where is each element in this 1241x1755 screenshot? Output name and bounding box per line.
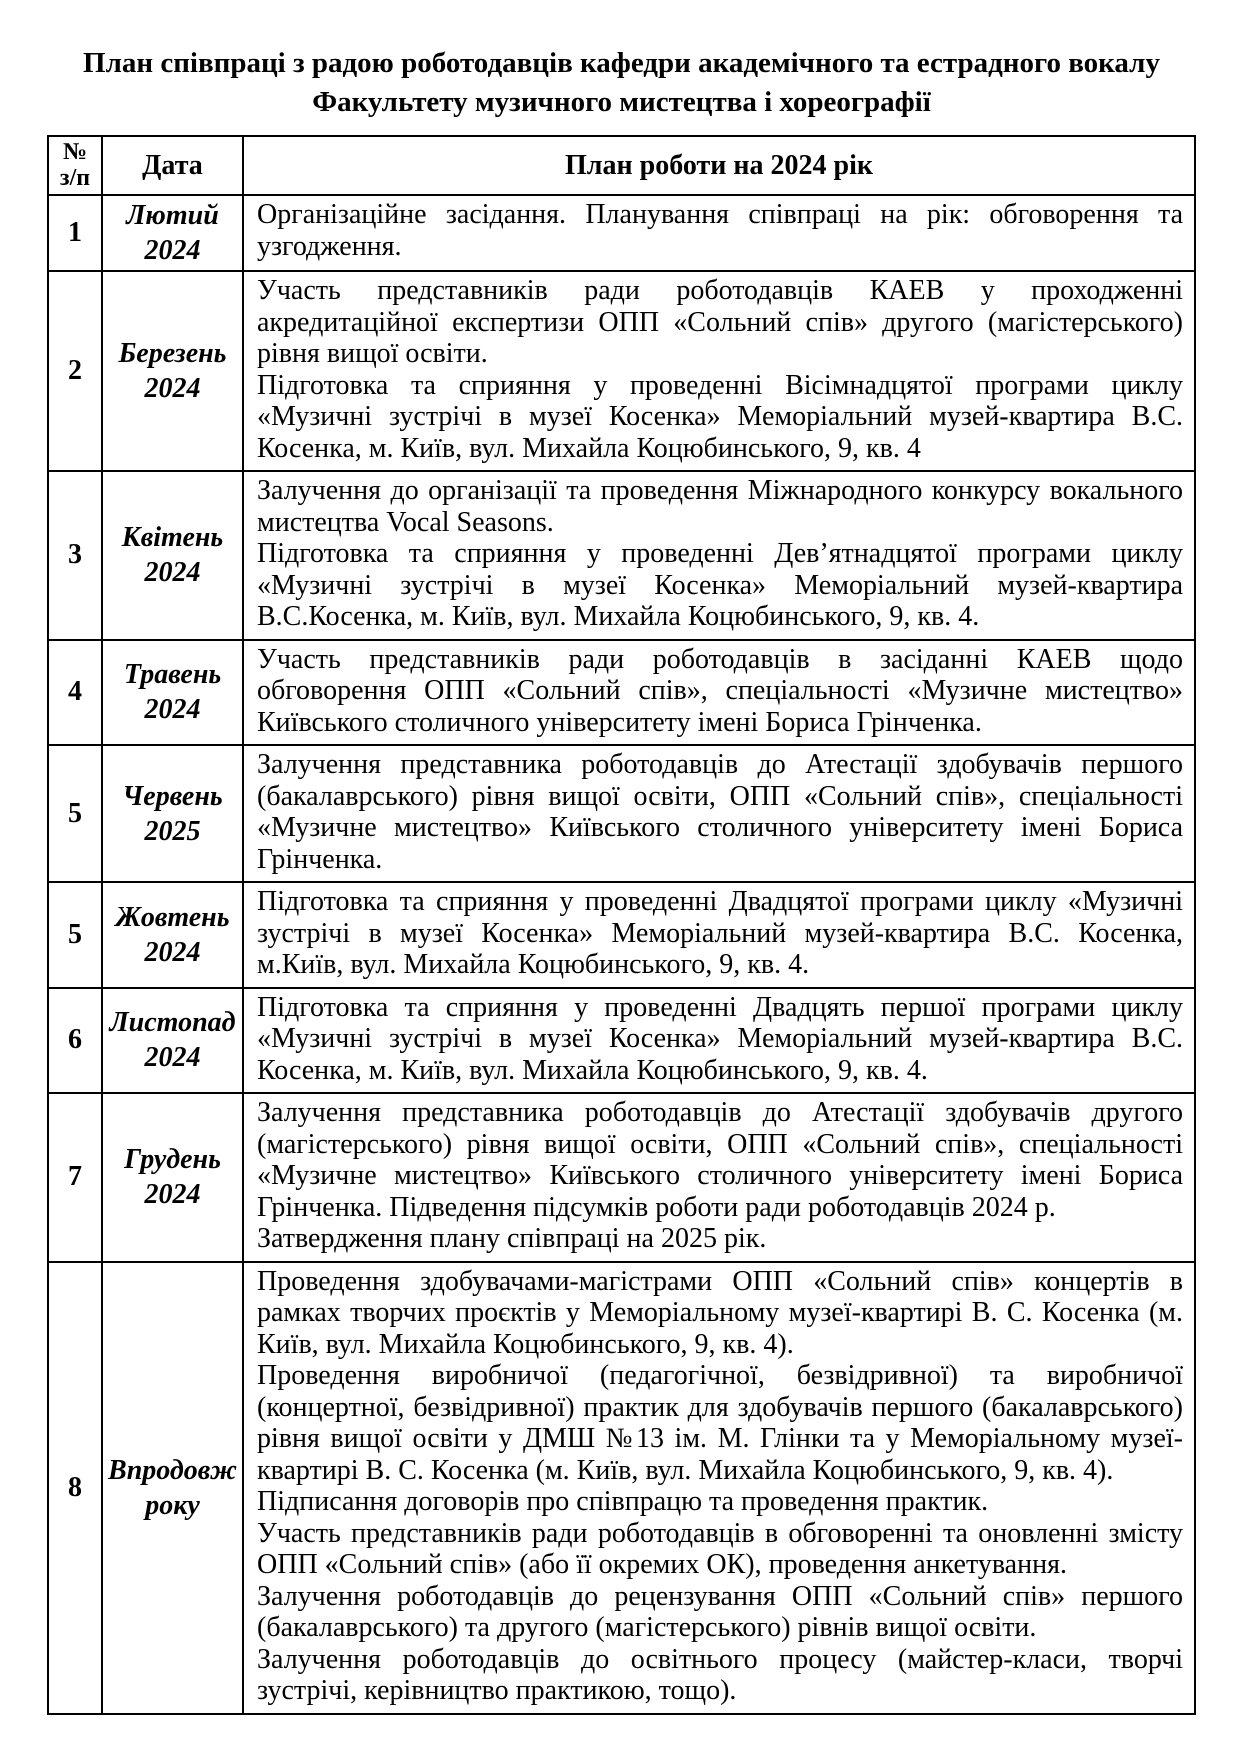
plan-paragraph: Затвердження плану співпраці на 2025 рік. [257, 1223, 767, 1254]
plan-paragraph: Підготовка та сприяння у проведенні Двадцятої програми циклу «Музичні зустрічі в музеї Косенка» Меморіальний музей-квартира В.С. Косенка, м.Київ, вул. Михайла Коцюбинського, 9, кв. 4. [257, 886, 1183, 980]
col-header-num-line1: № [62, 139, 88, 165]
row-number-cell: 8 [48, 1262, 102, 1714]
date-year: 2024 [144, 373, 201, 404]
date-year: 2024 [144, 694, 201, 726]
row-number-cell: 6 [48, 988, 102, 1094]
plan-cell [243, 640, 1195, 746]
table-row [48, 1093, 1195, 1262]
date-cell [102, 1093, 243, 1262]
title-line-2: Факультету музичного мистецтва і хореографії [312, 86, 931, 118]
date-month: Впродовж [108, 1454, 237, 1486]
date-month: Березень [118, 338, 227, 369]
plan-cell [243, 882, 1195, 988]
date-cell [102, 640, 243, 746]
col-header-plan: План роботи на 2024 рік [243, 136, 1195, 195]
plan-paragraph: Підписання договорів про співпрацю та проведення практик. [257, 1486, 989, 1517]
date-cell [102, 471, 243, 640]
plan-paragraph: Проведення здобувачами-магістрами ОПП «Сольний спів» концертів в рамках творчих проєктів у Меморіальному музеї-квартирі В. С. Косенка (м. Київ, вул. Михайла Коцюбинського, 9, кв. 4). [257, 1265, 1183, 1360]
date-cell [102, 882, 243, 988]
page-title [55, 44, 1188, 122]
plan-cell [243, 988, 1195, 1094]
date-cell [102, 195, 243, 271]
plan-paragraph: Участь представників ради роботодавців в обговоренні та оновленні змісту ОПП «Сольний спів» (або її окремих ОК), проведення анкетування. [257, 1517, 1183, 1580]
plan-paragraph: Залучення представника роботодавців до Атестації здобувачів другого (магістерського) рівня вищої освіти, ОПП «Сольний спів», спеціальності «Музичне мистецтво» Київського столичного університету імені Бориса Грінченка. Підведення підсумків роботи ради роботодавців 2024 р. [257, 1097, 1183, 1223]
row-number-cell: 2 [48, 271, 102, 471]
table-header-row [48, 136, 1195, 195]
plan-cell [243, 271, 1195, 471]
date-cell [102, 271, 243, 471]
date-month: Лютий [126, 200, 219, 231]
table-row [48, 745, 1195, 882]
table-row [48, 988, 1195, 1094]
date-month: Квітень [121, 522, 224, 554]
date-year: 2024 [144, 1179, 201, 1211]
col-header-num-line2: з/п [59, 165, 91, 191]
date-year: 2024 [144, 235, 201, 266]
date-year: 2024 [144, 557, 201, 589]
plan-paragraph: Залучення роботодавців до рецензування ОПП «Сольний спів» першого (бакалаврського) та другого (магістерського) рівнів вищої освіти. [257, 1580, 1183, 1643]
date-month: Листопад [109, 1007, 236, 1039]
table-row [48, 640, 1195, 746]
plan-paragraph: Проведення виробничої (педагогічної, безвідривної) та виробничої (концертної, безвідривної) практик для здобувачів першого (бакалаврського) рівня вищої освіти у ДМШ №13 ім. М. Глінки та у Меморіальному музеї-квартирі В. С. Косенка (м. Київ, вул. Михайла Коцюбинського, 9, кв. 4). [257, 1360, 1183, 1486]
date-year: 2024 [144, 1042, 201, 1074]
table-row [48, 882, 1195, 988]
col-header-num [48, 136, 102, 195]
plan-paragraph: Залучення роботодавців до освітнього процесу (майстер-класи, творчі зустрічі, керівництво практикою, тощо). [257, 1643, 1183, 1706]
plan-paragraph: Участь представників ради роботодавців в засіданні КАЕВ щодо обговорення ОПП «Сольний спів», спеціальності «Музичне мистецтво» Київського столичного університету імені Бориса Грінченка. [257, 643, 1183, 738]
plan-cell [243, 195, 1195, 271]
table-row [48, 1262, 1195, 1714]
plan-paragraph: Організаційне засідання. Планування співпраці на рік: обговорення та узгодження. [257, 199, 1183, 262]
date-month: Червень [122, 780, 223, 812]
date-month: Травень [123, 659, 222, 691]
table-row [48, 195, 1195, 271]
cooperation-plan-table [47, 135, 1196, 1715]
date-year: 2024 [144, 936, 201, 968]
row-number-cell: 5 [48, 745, 102, 882]
date-year: 2025 [144, 815, 201, 847]
col-header-date: Дата [102, 136, 243, 195]
row-number-cell: 7 [48, 1093, 102, 1262]
table-row [48, 471, 1195, 640]
title-line-1: План співпраці з радою роботодавців кафедри академічного та естрадного вокалу [83, 47, 1160, 79]
date-month: Жовтень [115, 901, 230, 933]
plan-paragraph: Підготовка та сприяння у проведенні Двадцять першої програми циклу «Музичні зустрічі в музеї Косенка» Меморіальний музей-квартира В.С. Косенка, м. Київ, вул. Михайла Коцюбинського, 9, кв. 4. [257, 991, 1183, 1086]
date-cell [102, 745, 243, 882]
date-cell [102, 988, 243, 1094]
plan-paragraph: Підготовка та сприяння у проведенні Вісімнадцятої програми циклу «Музичні зустрічі в музеї Косенка» Меморіальний музей-квартира В.С. Косенка, м. Київ, вул. Михайла Коцюбинського, 9, кв. 4 [257, 369, 1183, 464]
date-month: Грудень [124, 1144, 221, 1176]
plan-cell [243, 1262, 1195, 1714]
plan-paragraph: Залучення представника роботодавців до Атестації здобувачів першого (бакалаврського) рівня вищої освіти, ОПП «Сольний спів», спеціальності «Музичне мистецтво» Київського столичного університету імені Бориса Грінченка. [257, 749, 1183, 875]
plan-paragraph: Залучення до організації та проведення Міжнародного конкурсу вокального мистецтва Vocal Seasons. [257, 475, 1183, 538]
plan-cell [243, 745, 1195, 882]
date-year: року [145, 1489, 200, 1521]
table-row [48, 271, 1195, 471]
row-number-cell: 5 [48, 882, 102, 988]
plan-paragraph: Участь представників ради роботодавців КАЕВ у проходженні акредитаційної експертизи ОПП «Сольний спів» другого (магістерського) рівня вищої освіти. [257, 275, 1183, 369]
row-number-cell: 1 [48, 195, 102, 271]
plan-cell [243, 1093, 1195, 1262]
plan-paragraph: Підготовка та сприяння у проведенні Дев’ятнадцятої програми циклу «Музичні зустрічі в музеї Косенка» Меморіальний музей-квартира В.С.Косенка, м. Київ, вул. Михайла Коцюбинського, 9, кв. 4. [257, 538, 1183, 632]
row-number-cell: 4 [48, 640, 102, 746]
date-cell [102, 1262, 243, 1714]
plan-cell [243, 471, 1195, 640]
row-number-cell: 3 [48, 471, 102, 640]
